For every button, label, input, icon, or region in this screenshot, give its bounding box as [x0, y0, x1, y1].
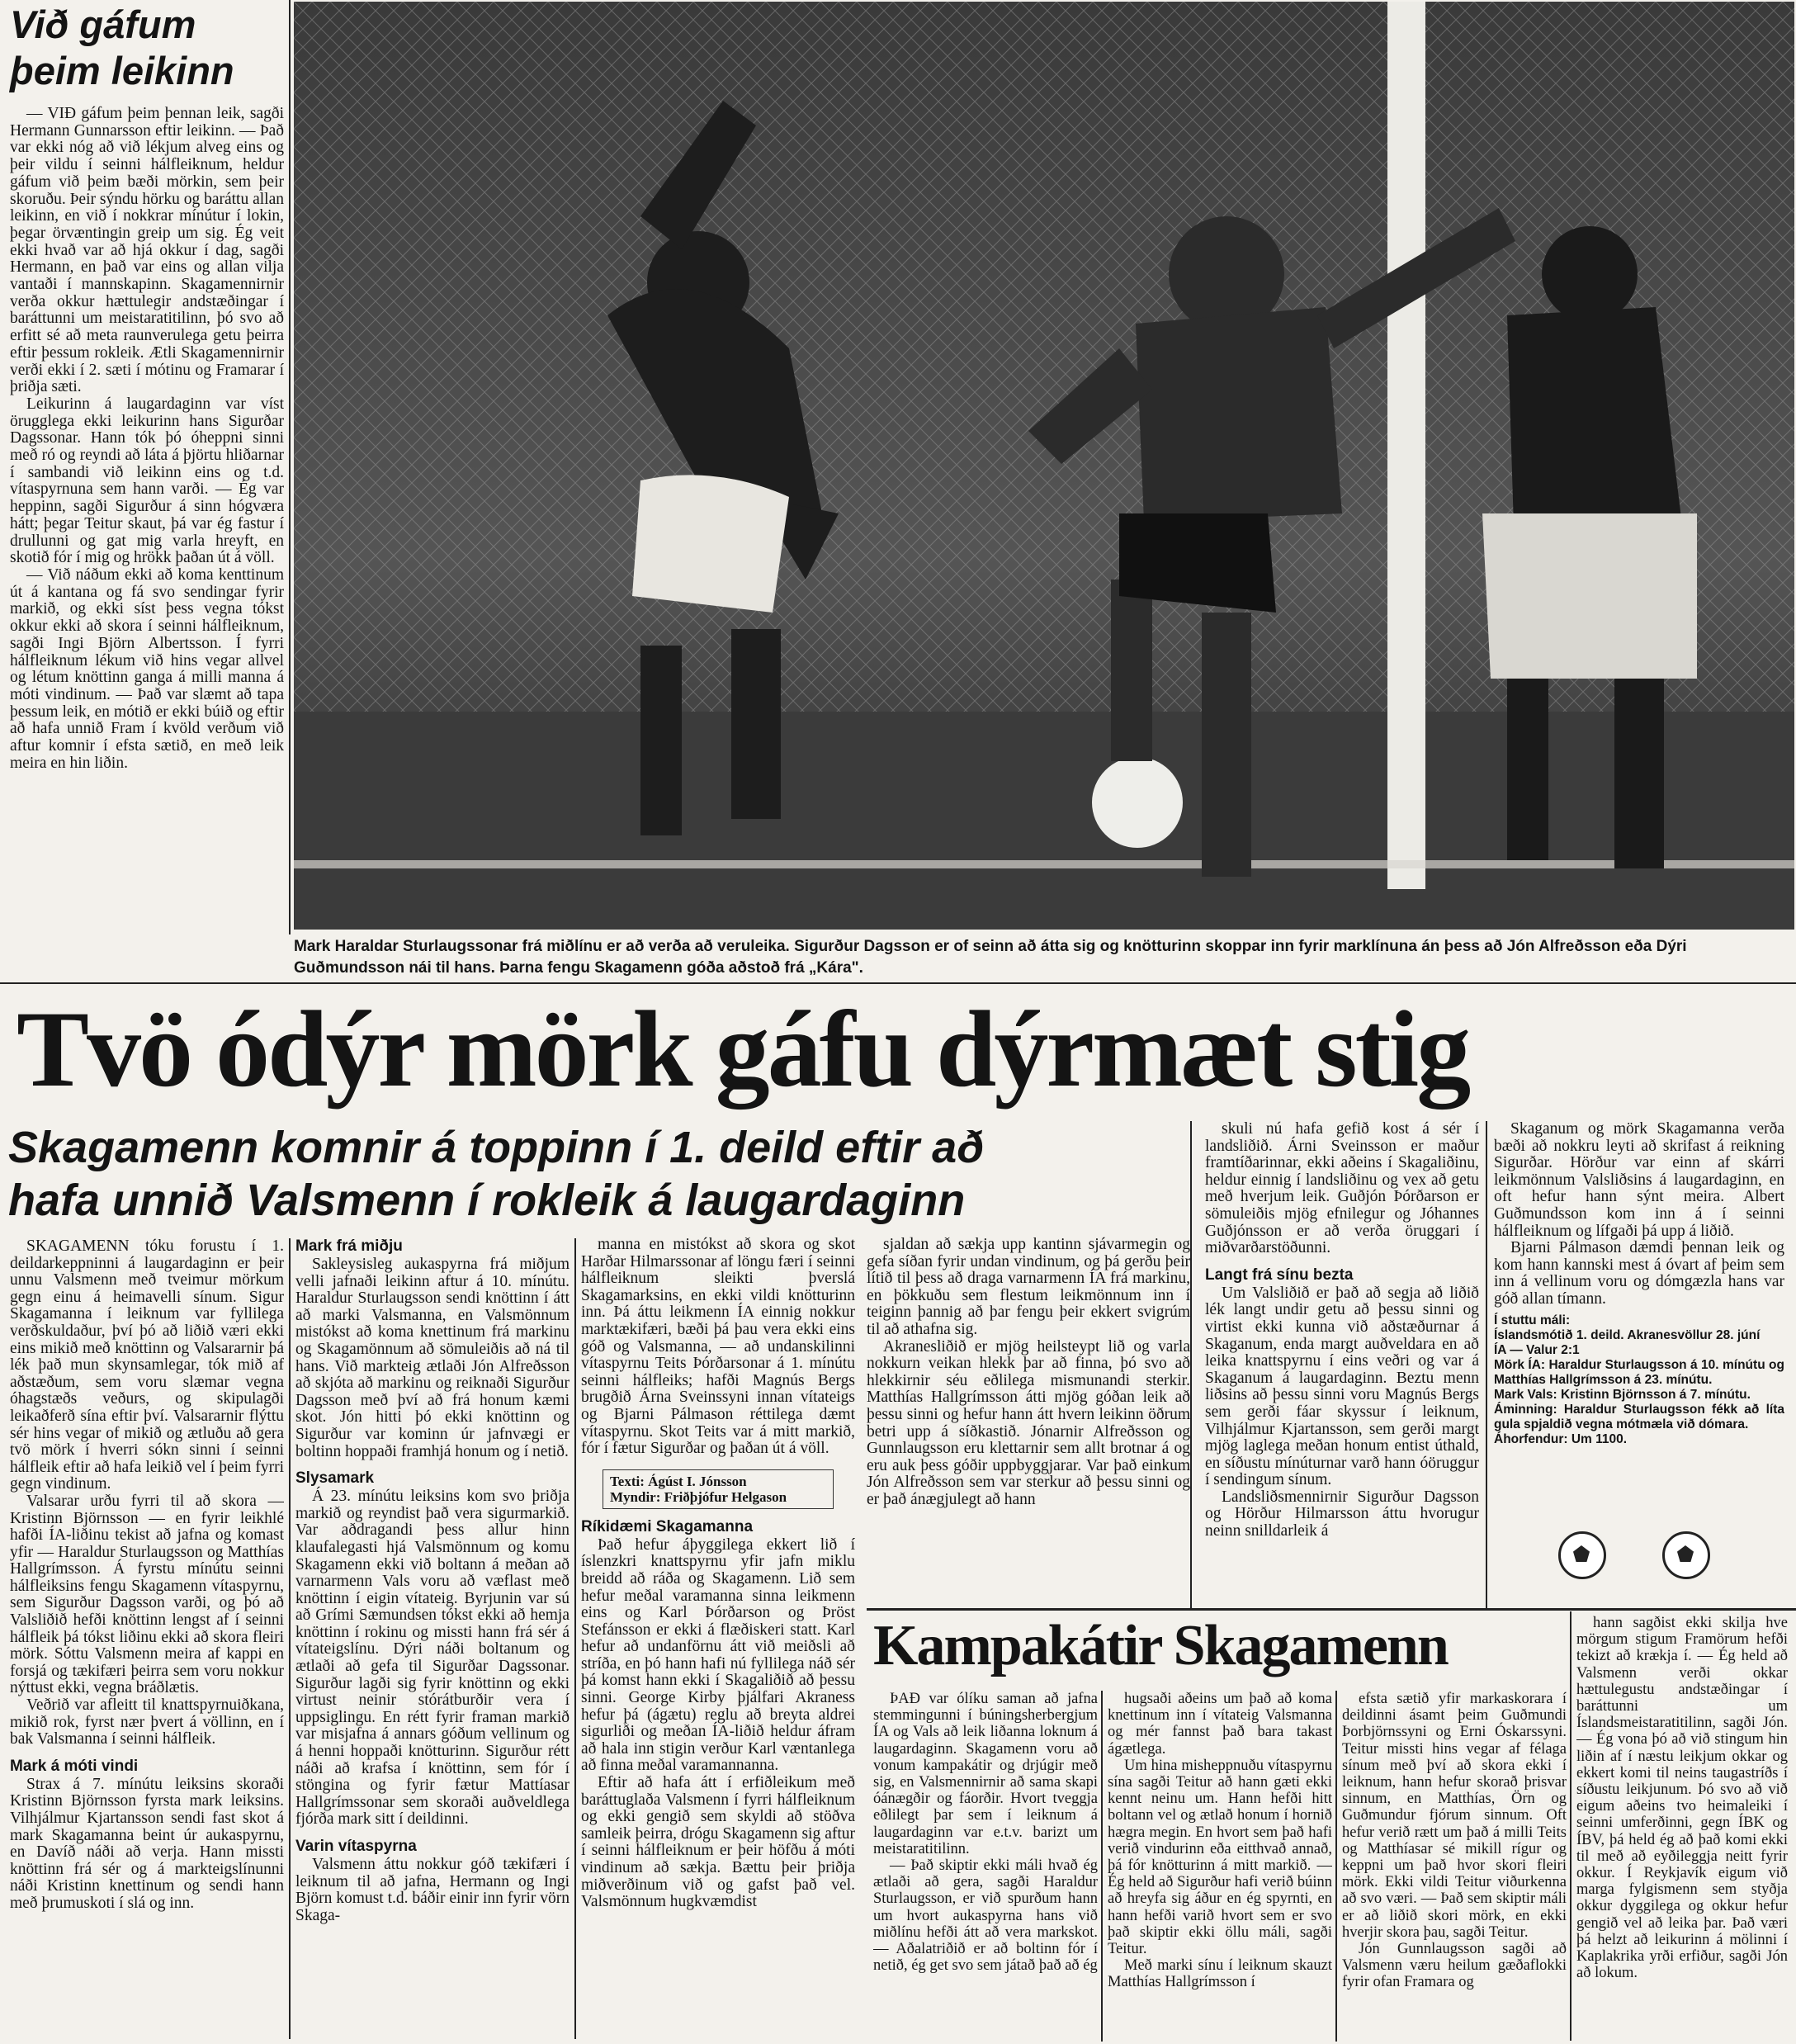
- article-column-4: [867, 1237, 1190, 1608]
- column-rule: [1101, 1691, 1103, 2042]
- football-icon: [1558, 1531, 1606, 1579]
- article-paragraph: Strax á 7. mínútu leiksins skoraði Kristinn Björnsson fyrsta mark leiksins. Vilhjálmur Kjartansson sendi fast skot á mark Skagamanna beint úr aukaspyrnu, en Davíð náði að verja. Hann missti knöttinn frá sér og á markteigslínunni náði Kristinn knettinum og sendi hann með þrumuskoti í slá og inn.: [10, 1775, 284, 1912]
- second-column-3: [1342, 1691, 1567, 2042]
- summary-line: Áhorfendur: Um 1100.: [1494, 1431, 1628, 1446]
- column-rule: [1335, 1691, 1337, 2042]
- second-column-4: [1576, 1615, 1788, 2042]
- article-paragraph: SKAGAMENN tóku forustu í 1. deildarkeppninni á laugardaginn er þeir unnu Valsmenn með tveimur mörkum gegn einu á heimavelli sínum. Sigur Skagamanna í leiknum var fyllilega verðskuldaður, því þó að liðið væri ekki eins mikið með knöttinn og Valsararnir þá lék það mun skynsamlegar, tók mið af aðstæðum, sem voru slæmar vegna óhagstæðs veðurs, og skipulagði leikaðferð sína eftir því. Valsararnir flýttu sér hins vegar of mikið og ætluðu að gera tvö mörk í hverri sókn sinni í seinni hálfleik eftir að hafa leikið vel í þeim fyrri gegn vindinum.: [10, 1238, 284, 1493]
- second-headline: Kampakátir Skagamenn: [873, 1614, 1448, 1677]
- goal-post: [1387, 2, 1425, 889]
- column-rule: [1570, 1611, 1572, 2041]
- sidebar-heading-line1: Við gáfum: [10, 2, 196, 46]
- column-rule: [289, 1238, 291, 2039]
- article-paragraph: Það hefur áþyggilega ekkert lið í íslenzkri knattspyrnu yfir jafn miklu breidd að ráða og Skagamenn. Lið sem hefur meðal varamanna sinna leikmenn eins og Karl Þórðarson og Þröst Stefánsson er ekki á flæðiskeri statt. Karl hefur að undanförnu átt við meiðsli að stríða, en þó hann hafi nú fyllilega náð sér þá komst hann ekki í Skagaliðið að þessu sinni. George Kirby þjálfari Akraness hefur þá (ágætu) reglu að breyta aldrei sigurliði og meðan ÍA-liðið heldur áfram að hala inn stigin verður Karl væntanlega að finna meðal varamannanna.: [581, 1535, 855, 1775]
- article-paragraph: hugsaði aðeins um það að koma knettinum inn í vítateig Valsmanna og mér fannst það bara takast ágætlega.: [1108, 1691, 1332, 1758]
- caption-line: Mark Haraldar Sturlaugssonar frá miðlínu er að verða að veruleika. Sigurður Dagsson er of seinn að átta sig og knötturinn skoppar inn fyrir marklínuna án þess að Jón Alfreðsson eða Dýri: [294, 938, 1687, 955]
- article-paragraph: Jón Gunnlaugsson sagði að Valsmenn væru heilum gæðaflokki fyrir ofan Framara og: [1342, 1941, 1567, 1991]
- article-paragraph: sjaldan að sækja upp kantinn sjávarmegin og gefa síðan fyrir undan vindinum, og þá gerðu þeir lítið til þess að draga varnarmenn ÍA frá markinu, en þökkuðu sem flestum leikmönnum inn í teiginn þannig að þar fengu þeir ekkert svigrúm til að athafna sig.: [867, 1237, 1190, 1338]
- match-photo: [294, 2, 1794, 930]
- sidebar-paragraph: — Við náðum ekki að koma kenttinum út á kantana og fá svo sendingar fyrir markið, og ekki síst þess vegna tókst okkur ekki að skora í seinni hálfleiknum, sagði Ingi Björn Albertsson. Í fyrri hálfleiknum lékum við hins vegar allvel og létum knöttinn ganga á milli manna á móti vindinum. — Það var slæmt að tapa þessum leik, en mótið er ekki búið og eftir að hafa unnið Fram í kvöld verðum við aftur komnir í efsta sætið, en með leik meira en hin liðin.: [10, 565, 284, 772]
- sub-headline-line1: Skagamenn komnir á toppinn í 1. deild eftir að: [8, 1123, 985, 1172]
- section-subheading: Slysamark: [295, 1469, 375, 1488]
- summary-line: ÍA — Valur 2:1: [1494, 1342, 1580, 1357]
- summary-line: Áminning: Haraldur Sturlaugsson fékk að líta gula spjaldið vegna mótmæla við dómara.: [1494, 1402, 1784, 1431]
- section-rule: [0, 982, 1796, 984]
- main-headline: Tvö ódýr mörk gáfu dýrmæt stig: [17, 988, 1469, 1110]
- caption-line: Guðmundsson nái til hans. Þarna fengu Skagamenn góða aðstoð frá „Kára".: [294, 959, 863, 977]
- section-subheading: Mark frá miðju: [295, 1237, 403, 1255]
- article-column-6: [1494, 1121, 1784, 1550]
- article-column-3: [581, 1237, 855, 2042]
- article-column-1: [10, 1238, 284, 2039]
- sidebar-paragraph: Leikurinn á laugardaginn var víst örugglega ekki leikurinn hans Sigurðar Dagssonar. Hann tók þó óheppni sinni með ró og reyndi að láta á þjörtu hliðarnar í sambandi við leikinn eins og t.d. vítaspyrnuna sem hann varði. — Ég var heppinn, sagði Sigurður á sinn hógværa hátt; þegar Teitur skaut, þá var ég fastur í drullunni og gat mig varla hreyft, en skotið fór í mig og hrökk þaðan út á völl.: [10, 395, 284, 567]
- summary-line: Mark Vals: Kristinn Björnsson á 7. mínútu.: [1494, 1387, 1751, 1402]
- credits-photo: Myndir: Friðþjófur Helgason: [610, 1488, 787, 1505]
- section-subheading: Ríkidæmi Skagamanna: [581, 1517, 754, 1535]
- article-paragraph: hann sagðist ekki skilja hve mörgum stigum Framörum hefði tekizt að krækja í. — Ég held að Valsmenn verði okkar hættulegustu andstæðingar í baráttunni um Íslandsmeistaratitilinn, sagði Jón. — Ég vona þó að við stingum hin liðin af í næstu leikjum okkar og ekkert komi til neins taugastríðs í síðustu leikjunum. Þó svo að við eigum aðeins tvo heimaleiki í seinni umferðinni, gegn ÍBK og ÍBV, þá held ég að það komi ekki til með að eyðileggja neitt fyrir okkur. Í Reykjavík eigum við marga fylgismenn sem styðja okkur dyggilega og okkur hefur gengið vel að leika þar. Það væri þá helzt að leikurinn á mölinni í Kaplakrika yrði erfiður, sagði Jón að lokum.: [1576, 1615, 1788, 1982]
- article-paragraph: Bjarni Pálmason dæmdi þennan leik og kom hann kannski mest á óvart af þeim sem inn á vellinum voru og dómgæzla hans var góð allan tímann.: [1494, 1239, 1784, 1308]
- credits-box: [603, 1469, 834, 1509]
- summary-line: Mörk ÍA: Haraldur Sturlaugsson á 10. mínútu og Matthías Hallgrímsson á 23. mínútu.: [1494, 1357, 1784, 1387]
- credits-text: Texti: Ágúst I. Jónsson: [610, 1473, 747, 1489]
- second-column-2: [1108, 1691, 1332, 2042]
- summary-heading: Í stuttu máli:: [1494, 1313, 1571, 1327]
- photo-illustration: [294, 2, 1794, 930]
- photo-caption: [294, 936, 1794, 979]
- article-paragraph: Á 23. mínútu leiksins kom svo þriðja markið og reyndist það vera sigurmarkið. Var aðdragandi þess allur hinn klaufalegasti hjá Valsmönnum og komu Skagamenn ekki við boltann á meðan að varnarmenn Vals voru að væflast með knöttinn í eigin vítateig. Byrjunin var sú að Grími Sæmundsen tókst ekki að hemja knöttinn í rokinu og missti hann frá sér á vítateigslínu. Dýri náði boltanum og ætlaði að gefa til Sigurðar Dagssonar. Sigurður lagði sig fyrir knöttinn og ekki virtust neinir stórátburðir vera í uppsiglingu. En rétt fyrir framan markið var misjafna á annars góðum vellinum og á henni hoppaði knötturinn. Sigurður rétt náði að krafsa í knöttinn, sem fór í stöngina og fyrir fætur Mattíasar Hallgrímssonar sem skoraði auðveldlega fjórða mark sitt í deildinni.: [295, 1488, 570, 1829]
- match-summary: [1494, 1313, 1784, 1447]
- article-paragraph: Eftir að hafa átt í erfiðleikum með baráttuglaða Valsmenn í fyrri hálfleiknum og ekki gengið sem skyldi að stöðva samleik þeirra, drógu Skagamenn sig aftur í seinni hálfleiknum er þeir höfðu á móti vindinum að sækja. Bættu þeir þriðja miðverðinum við og gafst það vel. Valsmönnum hugkvæmdist: [581, 1774, 855, 1911]
- article-paragraph: Landsliðsmennirnir Sigurður Dagsson og Hörður Hilmarsson áttu hvorugur neinn snilldarleik á: [1205, 1488, 1479, 1540]
- article-paragraph: manna en mistókst að skora og skot Harðar Hilmarssonar af löngu færi í seinni hálfleiknum sleikti þverslá Skagamarksins, en ekki vildi knötturinn inn. Þá áttu leikmenn ÍA einnig nokkur marktækifæri, bæði þá þau vera ekki eins góð og Valsmanna, — að undanskilinni vítaspyrnu Teits Þórðarsonar á 1. mínútu seinni hálfleiks; hafði Magnús Bergs brugðið Árna Sveinssyni innan vítateigs og Bjarni Pálmason réttilega dæmt vítaspyrnu. Skot Teits var á mitt markið, fór í fætur Sigurðar og þaðan út á völl.: [581, 1237, 855, 1458]
- article-paragraph: Akranesliðið er mjög heilsteypt lið og varla nokkurn veikan hlekk þar að finna, þó svo að hlekkirnir séu eðlilega mismunandi sterkir. Matthías Hallgrímsson átti mjög góðan leik að þessu sinni og hefur hann átt hvern leikinn öðrum betri upp á síðkastið. Jónarnir Alfreðsson og Gunnlaugsson eru klettarnir sem allt brotnar á og eru auk þess góðir uppbyggjarar. Var það einkum Jón Alfreðsson sem var sterkur að þessu sinni og er það ánægjulegt að hann: [867, 1337, 1190, 1508]
- article-paragraph: efsta sætið yfir markaskorara í deildinni ásamt þeim Guðmundi Þorbjörnssyni og Erni Óskarssyni. Teitur missti hins vegar af félaga sínum með því að skora ekki í leiknum, hann hefur skorað þrisvar sinnum, en Matthías, Örn og Guðmundur fjórum sinnum. Oft hefur verið rætt um það á milli Teits og Matthíasar sé mikill rígur og keppni um það hvor skori fleiri mörk. Ekki vildi Teitur viðurkenna að svo væri. — Það sem skiptir máli er að liðið skori mörk, en ekki hverjir skora þau, sagði Teitur.: [1342, 1691, 1567, 1941]
- article-paragraph: Um Valsliðið er það að segja að liðið lék langt undir getu að þessu sinni og virtist ekki kunna við aðstæðurnar á Skaganum, enda margt auðveldara en að leika knattspyrnu í eins veðri og var á Skaganum á laugardaginn. Beztu menn liðsins að þessu sinni voru Magnús Bergs sem gerði fáar skyssur í leiknum, Vilhjálmur Kjartansson, sem gerði margt mjög laglega meðan honum entist úthald, en síðustu mínúturnar varð hann óöruggur í sendingum sínum.: [1205, 1284, 1479, 1489]
- sidebar-heading: [10, 2, 282, 94]
- article-paragraph: Skaganum og mörk Skagamanna verða bæði að nokkru leyti að skrifast á reikning Sigurðar. Hörður var einn af skárri leikmönnum Valsliðsins á laugardaginn, en oft hefur hann sýnt meira. Albert Guðmundsson kom inn á í seinni hálfleiknum og lífgaði þá upp á liðið.: [1494, 1121, 1784, 1240]
- column-rule: [1486, 1121, 1487, 1608]
- football-icon: [1662, 1531, 1710, 1579]
- article-paragraph: — Það skiptir ekki máli hvað ég ætlaði að gera, sagði Haraldur Sturlaugsson, er við spurðum hann um hvort aukaspyrna hans við miðlínu hefði átt að vera markskot. — Aðalatriðið er að boltinn fór í netið, ég get svo sem játað það að ég: [873, 1857, 1098, 1975]
- ball-icon: [1092, 757, 1183, 848]
- column-rule: [1190, 1121, 1192, 1608]
- section-subheading: Varin vítaspyrna: [295, 1838, 417, 1855]
- summary-line: Íslandsmótið 1. deild. Akranesvöllur 28. júní: [1494, 1327, 1761, 1342]
- article-paragraph: Valsarar urðu fyrri til að skora — Kristinn Björnsson — en fyrir leikhlé hafði ÍA-liðinu tekist að jafna og komast yfir — Haraldur Sturlaugsson og Matthías Hallgrímsson. Á fyrstu mínútu seinni hálfleiksins fengu Skagamenn vítaspyrnu, sem Sigurður Dagsson varði, og þó að Valsliðið hefði knöttinn lengst af í seinni hálfleik þá tókst liðinu ekki að skora fleiri mörk. Sóttu Valsmenn meira af kappi en forsjá og tækifæri þeirra sem voru nokkur nýttust ekki, vegna bráðlætis.: [10, 1492, 284, 1697]
- sub-headline: [8, 1121, 1180, 1227]
- sidebar-paragraph: — VIÐ gáfum þeim þennan leik, sagði Hermann Gunnarsson eftir leikinn. — Það var ekki nóg að við lékjum alveg eins og þeir vildu í seinni hálfleiknum, heldur gáfum við þeim bæði mörkin, sem þeir skoruðu. Þeir sýndu hörku og baráttu allan leikinn, en við í nokkrar mínútur í lokin, þegar örvæntingin greip um sig. Ég veit ekki hvað var að hjá okkur í dag, sagði Hermann, en það var eins og allan vilja vantaði í mannskapinn. Skagamennirnir verða okkur hættulegir andstæðingar í baráttunni um meistaratitilinn, þó svo að erfitt sé að meta raunverulega getu þeirra eftir þessum rokleik. Ætli Skagamennirnir verði ekki í 2. sæti í mótinu og Framarar í þriðja sæti.: [10, 106, 284, 396]
- article-paragraph: Veðrið var afleitt til knattspyrnuiðkana, mikið rok, fyrst nær þvert á völlinn, en í bak Valsmanna í seinni hálfleik.: [10, 1696, 284, 1748]
- article-column-5: [1205, 1121, 1479, 1608]
- article-paragraph: Með marki sínu í leiknum skauzt Matthías Hallgrímsson í: [1108, 1957, 1332, 1991]
- section-subheading: Langt frá sínu bezta: [1205, 1266, 1354, 1284]
- sub-headline-line2: hafa unnið Valsmenn í rokleik á laugardaginn: [8, 1176, 966, 1225]
- article-paragraph: skuli nú hafa gefið kost á sér í landsliðið. Árni Sveinsson er maður framtíðarinnar, ekki aðeins í Skagaliðinu, heldur einnig í landsliðinu og vex að getu með hverjum leik. Guðjón Þórðarson er sömuleiðis mjög efnilegur og Jóhannes Guðjónsson er að verða öruggari í miðvarðarstöðunni.: [1205, 1121, 1479, 1257]
- sidebar-heading-line2: þeim leikinn: [10, 49, 234, 92]
- article-paragraph: Sakleysisleg aukaspyrna frá miðjum velli jafnaði leikinn aftur á 10. mínútu. Haraldur Sturlaugsson sendi knöttinn í átt að marki Valsmanna, en Valsmönnum mistókst að koma knettinum frá markinu og Skagamönnum að sömuleiðis að ná til hans. Við markteig ætlaði Jón Alfreðsson að skjóta að markinu og reiknaði Sigurður Dagsson með því að frá honum kæmi skot. Jón hitti þó ekki knöttinn og Sigurður var kominn úr jafnvægi er boltinn hoppaði framhjá honum og í netið.: [295, 1256, 570, 1460]
- sidebar-column: [10, 106, 284, 931]
- column-rule: [574, 1238, 576, 2039]
- second-column-1: [873, 1691, 1098, 2042]
- column-rule: [289, 0, 291, 934]
- article-paragraph: Valsmenn áttu nokkur góð tækifæri í leiknum til að jafna, Hermann og Ingi Björn komust t.d. báðir einir inn fyrir vörn Skaga-: [295, 1856, 570, 1924]
- section-subheading: Mark á móti vindi: [10, 1757, 139, 1775]
- article-paragraph: ÞAÐ var ólíku saman að jafna stemmingunni í búningsherbergjum ÍA og Vals að leik liðanna loknum á laugardaginn. Skagamenn voru að vonum kampakátir og drjúgir með sig, en Valsmennirnir að sama skapi óánægðir og fáorðir. Hvort tveggja eðlilegt þar sem í leiknum á laugardaginn var e.t.v. barizt um meistaratitilinn.: [873, 1691, 1098, 1857]
- article-paragraph: Um hina misheppnuðu vítaspyrnu sína sagði Teitur að hann gæti ekki kennt neinu um. Hann hefði hitt boltann vel og ætlað honum í hornið hægra megin. En hvort sem það hafi verið vindurinn eða eitthvað annað, þá fór knötturinn á mitt markið. — Ég held að Sigurður hafi verið búinn að hreyfa sig áður en ég spyrnti, en hann hefði varið hvort sem er svo það skiptir ekki öllu máli, sagði Teitur.: [1108, 1757, 1332, 1958]
- article-column-2: [295, 1237, 570, 2042]
